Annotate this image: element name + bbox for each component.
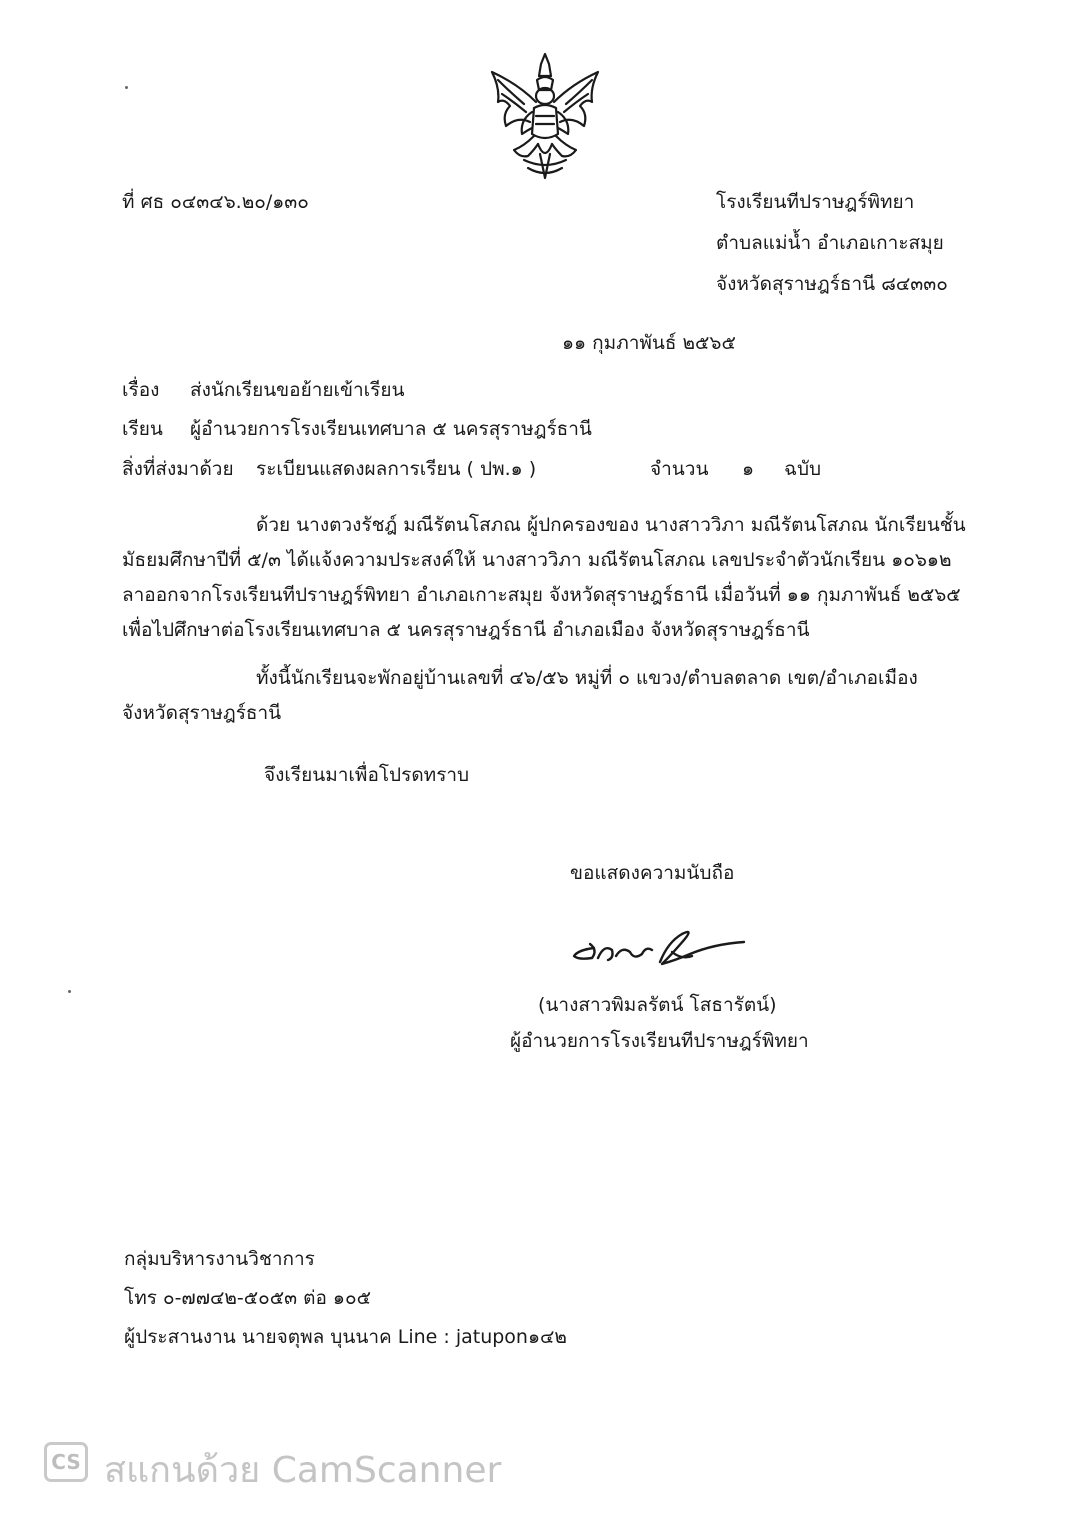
body-line: มัธยมศึกษาปีที่ ๕/๓ ได้แจ้งความประสงค์ให้ นางสาววิภา มณีรัตนโสภณ เลขประจำตัวนักเรียน ๑๐๖๑๒: [122, 549, 952, 571]
subject-value: ส่งนักเรียนขอย้ายเข้าเรียน: [190, 379, 405, 401]
body-line: ด้วย นางตวงรัชฎ์ มณีรัตนโสภณ ผู้ปกครองของ นางสาววิภา มณีรัตนโสภณ นักเรียนชั้น: [256, 514, 966, 536]
closing-line: จึงเรียนมาเพื่อโปรดทราบ: [264, 764, 470, 786]
recipient-label: เรียน: [122, 418, 163, 440]
enclosure-label: สิ่งที่ส่งมาด้วย: [122, 458, 234, 480]
camscanner-logo: CS: [44, 1442, 88, 1482]
handwritten-signature-icon: [564, 920, 754, 980]
school-address-subdistrict: ตำบลแม่น้ำ อำเภอเกาะสมุย: [716, 232, 944, 254]
enclosure-count: ๑: [742, 458, 755, 480]
body-line: ทั้งนี้นักเรียนจะพักอยู่บ้านเลขที่ ๔๖/๕๖ หมู่ที่ ๐ แขวง/ตำบลตลาด เขต/อำเภอเมือง: [256, 667, 918, 689]
enclosure-unit: ฉบับ: [784, 458, 822, 480]
regards-text: ขอแสดงความนับถือ: [570, 862, 735, 884]
body-paragraph-2: [122, 661, 952, 731]
reference-number: ที่ ศธ ๐๔๓๔๖.๒๐/๑๓๐: [122, 191, 309, 213]
body-paragraph-1: [122, 508, 966, 648]
enclosure-value: ระเบียนแสดงผลการเรียน ( ปพ.๑ ): [256, 458, 537, 480]
school-name: โรงเรียนทีปราษฎร์พิทยา: [716, 191, 915, 213]
garuda-emblem-icon: [484, 50, 606, 182]
signatory-position: ผู้อำนวยการโรงเรียนทีปราษฎร์พิทยา: [510, 1030, 809, 1052]
body-line: จังหวัดสุราษฎร์ธานี: [122, 702, 282, 724]
coordinator-info: ผู้ประสานงาน นายจตุพล บุนนาค Line : jatupon๑๔๒: [124, 1326, 567, 1348]
department-name: กลุ่มบริหารงานวิชาการ: [124, 1248, 315, 1270]
contact-phone: โทร ๐-๗๗๔๒-๕๐๕๓ ต่อ ๑๐๕: [124, 1287, 371, 1309]
school-address-province: จังหวัดสุราษฎร์ธานี ๘๔๓๓๐: [716, 273, 948, 295]
body-line: ลาออกจากโรงเรียนทีปราษฎร์พิทยา อำเภอเกาะสมุย จังหวัดสุราษฎร์ธานี เมื่อวันที่ ๑๑ กุมภาพันธ์ ๒๕๖๕: [122, 584, 961, 606]
signatory-name: (นางสาวพิมลรัตน์ โสธารัตน์): [538, 994, 777, 1016]
enclosure-count-label: จำนวน: [650, 458, 709, 480]
subject-label: เรื่อง: [122, 379, 160, 401]
letter-date: ๑๑ กุมภาพันธ์ ๒๕๖๕: [562, 332, 736, 354]
scan-speck: [68, 990, 71, 993]
recipient-value: ผู้อำนวยการโรงเรียนเทศบาล ๕ นครสุราษฎร์ธานี: [190, 418, 592, 440]
body-line: เพื่อไปศึกษาต่อโรงเรียนเทศบาล ๕ นครสุราษฎร์ธานี อำเภอเมือง จังหวัดสุราษฎร์ธานี: [122, 619, 810, 641]
camscanner-watermark-text: สแกนด้วย CamScanner: [104, 1450, 502, 1491]
scan-speck: [125, 86, 128, 89]
